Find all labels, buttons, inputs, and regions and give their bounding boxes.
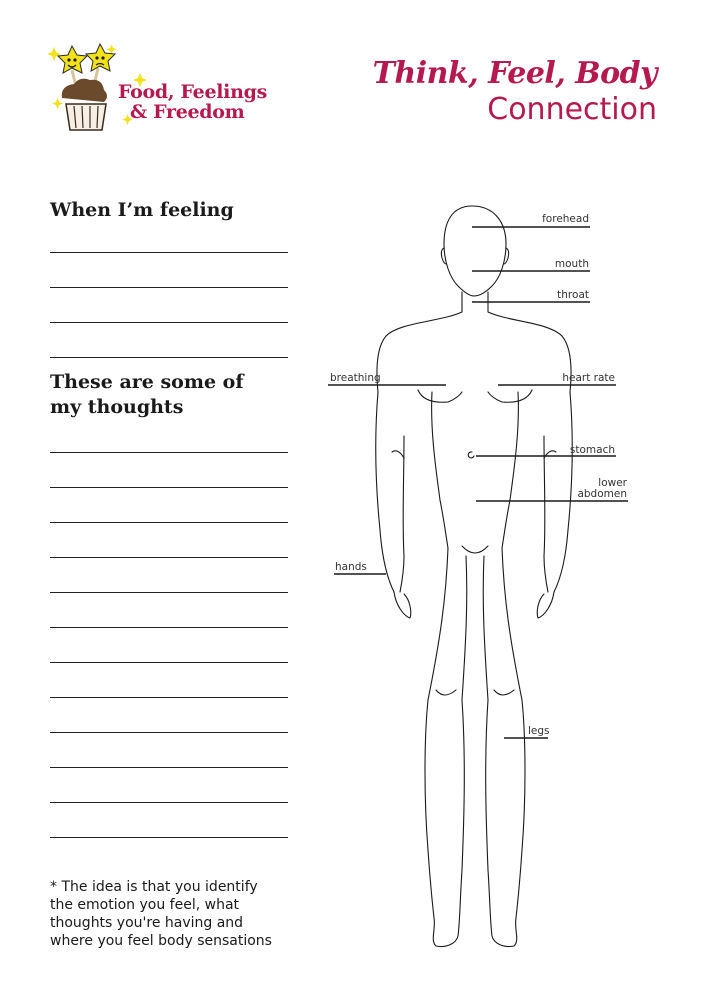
feeling-heading: When I’m feeling <box>50 199 234 221</box>
label-breathing: breathing <box>330 372 381 384</box>
thoughts-heading <box>50 370 244 420</box>
feeling-write-line[interactable] <box>50 252 288 253</box>
feeling-write-line[interactable] <box>50 322 288 323</box>
logo-wordmark <box>118 82 267 122</box>
label-leader-lines <box>328 227 628 738</box>
thoughts-heading-line-1: These are some of <box>50 371 244 393</box>
label-legs: legs <box>528 725 550 737</box>
feeling-write-line[interactable] <box>50 357 288 358</box>
page-title <box>373 56 657 128</box>
feeling-write-line[interactable] <box>50 287 288 288</box>
thoughts-write-line[interactable] <box>50 522 288 523</box>
brand-logo <box>48 40 288 135</box>
note-line-1: * The idea is that you identify <box>50 879 258 895</box>
page-title-line-2: Connection <box>487 92 657 127</box>
thoughts-write-line[interactable] <box>50 802 288 803</box>
label-heart-rate: heart rate <box>562 372 615 384</box>
logo-line-1: Food, Feelings <box>118 81 267 103</box>
thoughts-write-line[interactable] <box>50 662 288 663</box>
body-outline <box>376 206 572 947</box>
page-title-line-1: Think, Feel, Body <box>372 56 657 91</box>
thoughts-write-line[interactable] <box>50 592 288 593</box>
thoughts-write-line[interactable] <box>50 697 288 698</box>
logo-line-2: & Freedom <box>130 101 245 123</box>
label-forehead: forehead <box>542 213 589 225</box>
thoughts-write-line[interactable] <box>50 627 288 628</box>
label-lower-abdomen-2: abdomen <box>577 488 627 500</box>
note-line-4: where you feel body sensations <box>50 933 272 949</box>
note-line-3: thoughts you're having and <box>50 915 244 931</box>
thoughts-write-line[interactable] <box>50 837 288 838</box>
label-stomach: stomach <box>569 444 615 456</box>
instruction-note <box>50 878 290 950</box>
label-lower-abdomen-1: lower <box>598 477 627 489</box>
thoughts-write-line[interactable] <box>50 767 288 768</box>
note-line-2: the emotion you feel, what <box>50 897 240 913</box>
thoughts-heading-line-2: my thoughts <box>50 396 184 418</box>
label-throat: throat <box>557 289 589 301</box>
body-outline-figure <box>320 195 650 955</box>
thoughts-write-line[interactable] <box>50 732 288 733</box>
thoughts-write-line[interactable] <box>50 557 288 558</box>
label-hands: hands <box>335 561 367 573</box>
label-mouth: mouth <box>554 258 589 270</box>
thoughts-write-line[interactable] <box>50 487 288 488</box>
thoughts-write-line[interactable] <box>50 452 288 453</box>
